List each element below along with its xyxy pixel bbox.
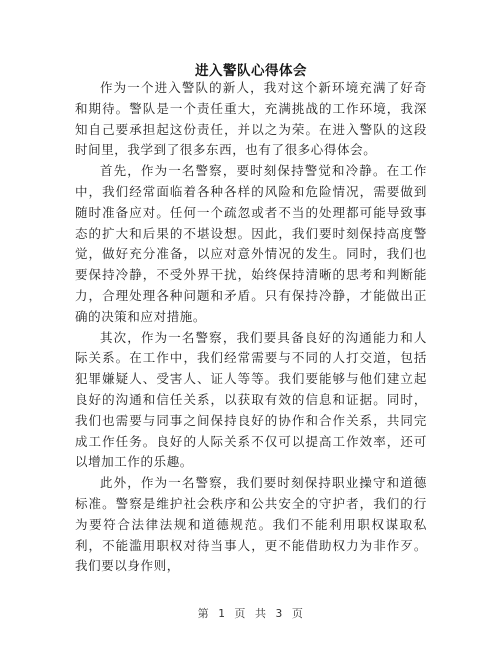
paragraph-3: 其次，作为一名警察，我们要具备良好的沟通能力和人际关系。在工作中，我们经常需要与不同的人打交道，包括犯罪嫌疑人、受害人、证人等等。我们要能够与他们建立起良好的沟通和信任关系，以获取有效的信息和证据。同时，我们也需要与同事之间保持良好的协作和合作关系，共同完成工作任务。良好的人际关系不仅可以提高工作效率，还可以增加工作的乐趣。 — [75, 329, 427, 470]
paragraph-2: 首先，作为一名警察，要时刻保持警觉和冷静。在工作中，我们经常面临着各种各样的风险和危险情况，需要做到随时准备应对。任何一个疏忽或者不当的处理都可能导致事态的扩大和后果的不堪设想。因此，我们要时刻保持高度警觉，做好充分准备，以应对意外情况的发生。同时，我们也要保持冷静，不受外界干扰，始终保持清晰的思考和判断能力，合理处理各种问题和矛盾。只有保持冷静，才能做出正确的决策和应对措施。 — [75, 163, 427, 324]
document-body — [75, 78, 427, 577]
paragraph-1: 作为一个进入警队的新人，我对这个新环境充满了好奇和期待。警队是一个责任重大，充满挑战的工作环境，我深知自己要承担起这份责任，并以之为荣。在进入警队的这段时间里，我学到了很多东西，也有了很多心得体会。 — [75, 80, 427, 158]
page-number-footer: 第 1 页 共 3 页 — [197, 607, 305, 620]
paragraph-4: 此外，作为一名警察，我们要时刻保持职业操守和道德标准。警察是维护社会秩序和公共安全的守护者，我们的行为要符合法律法规和道德规范。我们不能利用职权谋取私利，不能滥用职权对待当事人，更不能借助权力为非作歹。我们要以身作则， — [75, 475, 427, 574]
document-title: 进入警队心得体会 — [195, 63, 307, 79]
